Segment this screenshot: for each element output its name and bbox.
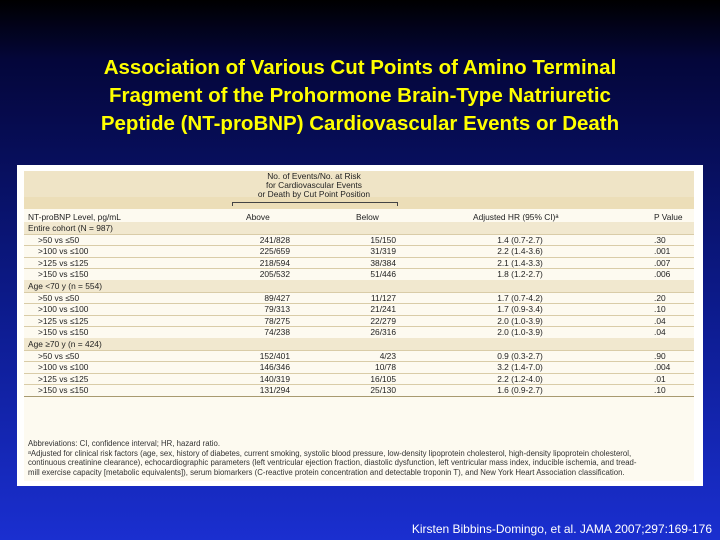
- table-cell: .10: [654, 304, 666, 315]
- table-cell: 89/427: [264, 292, 290, 303]
- table-cell: .04: [654, 315, 666, 326]
- table-cell: 21/241: [370, 304, 396, 315]
- results-table: [24, 171, 694, 481]
- table-cell: 26/316: [370, 327, 396, 338]
- table-cell: 11/127: [371, 292, 396, 303]
- table-cell: 152/401: [259, 350, 290, 361]
- table-cell: >150 vs ≤150: [38, 269, 89, 280]
- table-cell: 15/150: [370, 234, 396, 245]
- table-cell: >125 vs ≤125: [38, 373, 89, 384]
- table-cell: 1.6 (0.9-2.7): [497, 385, 543, 396]
- table-cell: 205/532: [259, 269, 290, 280]
- table-cell: 31/319: [370, 246, 396, 257]
- column-header-pvalue: P Value: [654, 212, 683, 222]
- table-cell: 2.2 (1.4-3.6): [497, 246, 543, 257]
- table-cell: .004: [654, 362, 671, 373]
- table-cell: .001: [654, 246, 671, 257]
- table-cell: 2.0 (1.0-3.9): [497, 327, 543, 338]
- table-cell: >100 vs ≤100: [38, 304, 89, 315]
- events-header: [232, 172, 396, 200]
- table-cell: 51/446: [370, 269, 396, 280]
- events-header-line: No. of Events/No. at Risk: [267, 171, 361, 181]
- table-cell: 78/275: [264, 315, 290, 326]
- events-header-line: for Cardiovascular Events: [266, 180, 362, 191]
- table-cell: 25/130: [370, 385, 396, 396]
- table-cell: 38/384: [370, 257, 396, 268]
- slide-title: [20, 54, 700, 138]
- table-cell: 218/594: [259, 257, 290, 268]
- events-header-line: or Death by Cut Point Position: [257, 189, 371, 200]
- table-bottom-rule: [24, 396, 694, 397]
- citation: Kirsten Bibbins-Domingo, et al. JAMA 2007;297:169-176: [411, 522, 712, 536]
- table-cell: 10/78: [375, 362, 396, 373]
- title-line: Peptide (NT-proBNP) Cardiovascular Events or Death: [100, 112, 620, 135]
- table-cell: .30: [654, 234, 666, 245]
- table-cell: .20: [654, 292, 666, 303]
- table-cell: 74/238: [264, 327, 290, 338]
- table-cell: >100 vs ≤100: [38, 362, 89, 373]
- table-cell: >150 vs ≤150: [38, 327, 89, 338]
- table-cell: 4/23: [379, 350, 396, 361]
- table-cell: 2.2 (1.2-4.0): [497, 373, 543, 384]
- table-cell: 79/313: [264, 304, 290, 315]
- column-header-level: NT-proBNP Level, pg/mL: [28, 212, 121, 222]
- column-header-below: Below: [356, 212, 379, 222]
- section-label: Entire cohort (N = 987): [28, 223, 113, 233]
- section-band: [24, 338, 694, 350]
- table-cell: .10: [654, 385, 666, 396]
- table-cell: .04: [654, 327, 666, 338]
- title-line: Association of Various Cut Points of Amino Terminal: [103, 56, 617, 79]
- table-cell: 22/279: [370, 315, 396, 326]
- table-cell: .006: [654, 269, 671, 280]
- table-cell: 1.8 (1.2-2.7): [497, 269, 543, 280]
- table-cell: >150 vs ≤150: [38, 385, 89, 396]
- table-cell: >50 vs ≤50: [38, 234, 80, 245]
- section-band: [24, 222, 694, 234]
- table-cell: >125 vs ≤125: [38, 315, 89, 326]
- table-cell: 2.1 (1.4-3.3): [497, 257, 543, 268]
- table-cell: 140/319: [259, 373, 290, 384]
- table-cell: >100 vs ≤100: [38, 246, 89, 257]
- title-line: Fragment of the Prohormone Brain-Type Natriuretic: [109, 84, 611, 107]
- table-cell: >50 vs ≤50: [38, 350, 80, 361]
- footnote-line: mill exercise capacity [metabolic equivalents]), serum biomarkers (C-reactive protein concentration and detectable troponin T), and New York Heart Association classification.: [28, 467, 625, 477]
- table-cell: 1.7 (0.7-4.2): [497, 292, 543, 303]
- table-footnotes: [28, 439, 690, 477]
- table-cell: 225/659: [259, 246, 290, 257]
- table-cell: 16/105: [370, 373, 396, 384]
- footnote-line: Abbreviations: CI, confidence interval; HR, hazard ratio.: [28, 439, 220, 448]
- table-cell: .007: [654, 257, 671, 268]
- footnote-line: continuous creatinine clearance), echocardiographic parameters (left ventricular ejection fraction, diastolic dysfunction, left ventricular mass index, inducible ischemia, and tread-: [28, 458, 637, 468]
- section-label: Age ≥70 y (n = 424): [28, 339, 102, 349]
- table-cell: >50 vs ≤50: [38, 292, 80, 303]
- table-cell: 1.4 (0.7-2.7): [497, 234, 543, 245]
- table-panel: [17, 165, 703, 486]
- table-cell: 241/828: [259, 234, 290, 245]
- events-header-bracket: [232, 202, 398, 206]
- column-header-above: Above: [246, 212, 270, 222]
- table-cell: 0.9 (0.3-2.7): [497, 350, 543, 361]
- table-cell: .90: [654, 350, 666, 361]
- column-header-hr: Adjusted HR (95% CI)ᵃ: [473, 212, 559, 222]
- footnote-line: ᵃAdjusted for clinical risk factors (age, sex, history of diabetes, current smoking, systolic blood pressure, low-density lipoprotein cholesterol, high-density lipoprotein cholesterol,: [28, 448, 632, 458]
- table-cell: 1.7 (0.9-3.4): [497, 304, 543, 315]
- section-band: [24, 280, 694, 292]
- table-cell: >125 vs ≤125: [38, 257, 89, 268]
- section-label: Age <70 y (n = 554): [28, 281, 103, 291]
- table-cell: 2.0 (1.0-3.9): [497, 315, 543, 326]
- table-cell: .01: [654, 373, 666, 384]
- table-cell: 131/294: [259, 385, 290, 396]
- table-cell: 3.2 (1.4-7.0): [497, 362, 543, 373]
- table-cell: 146/346: [259, 362, 290, 373]
